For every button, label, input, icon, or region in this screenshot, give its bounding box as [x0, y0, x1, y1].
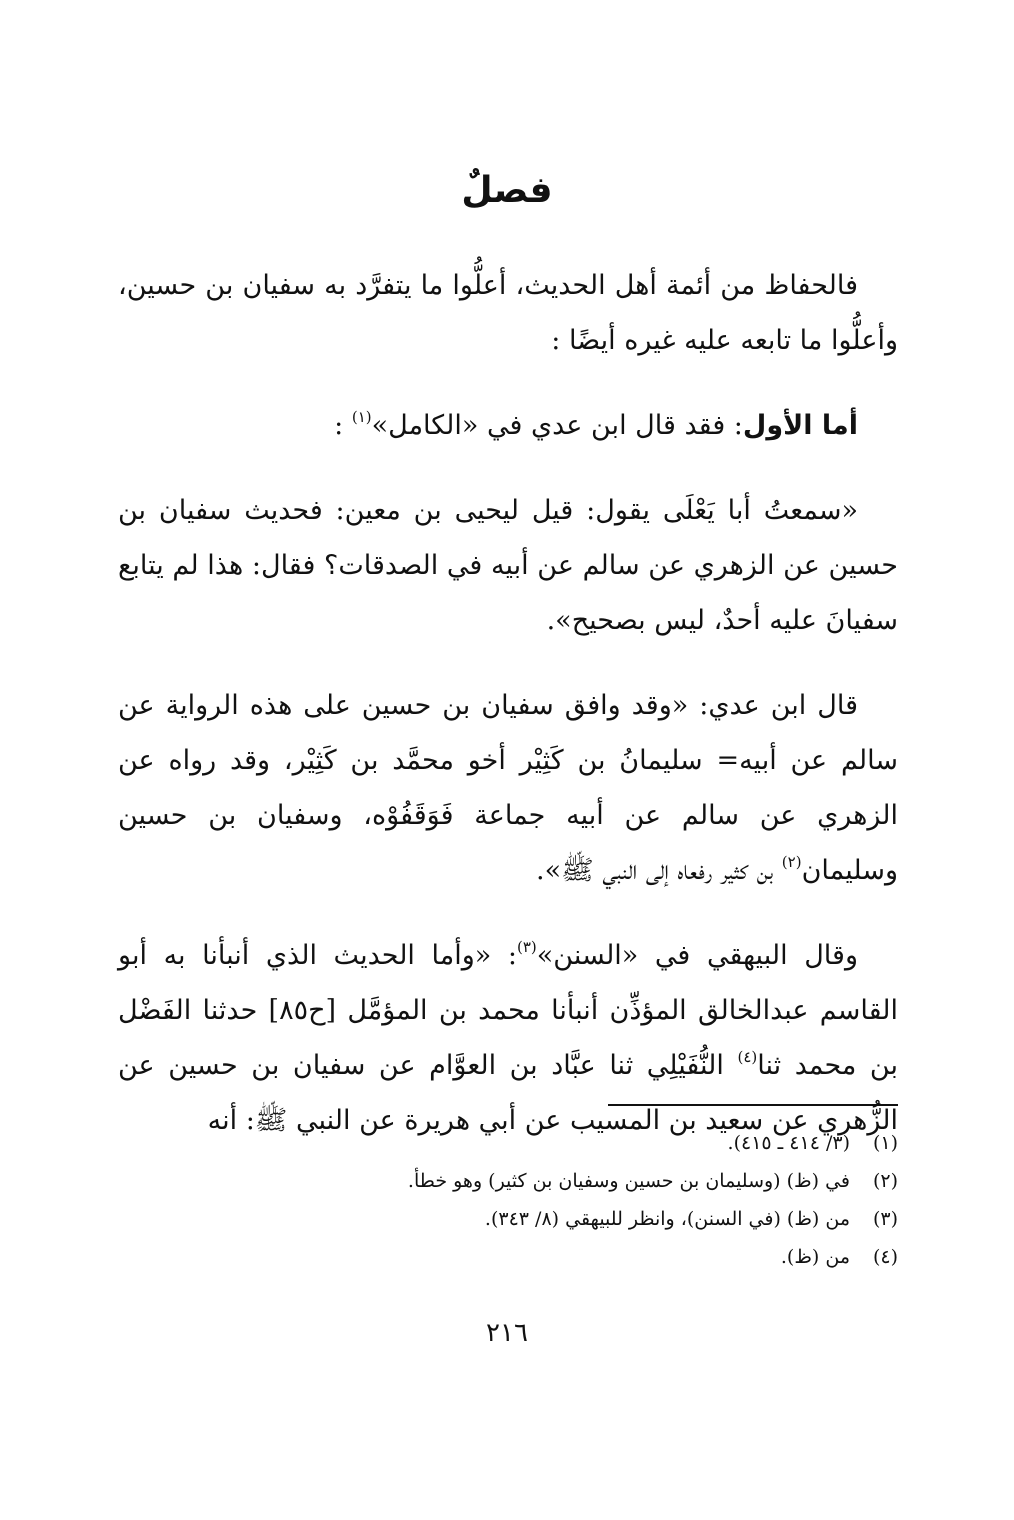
footnote-number: (٤)	[872, 1246, 898, 1268]
footnote-text: في (ظ) (وسليمان بن حسين وسفيان بن كثير) وهو خطأ.	[407, 1170, 850, 1192]
footnote-separator	[608, 1104, 898, 1106]
main-text	[118, 258, 898, 1178]
footnote-number: (٢)	[872, 1170, 898, 1192]
paragraph-4-text: قال ابن عدي: «وقد وافق سفيان بن حسين على هذه الرواية عن سالم عن أبيه= سليمانُ بن كَثِيْر أخو محمَّد بن كَثِيْر، وقد رواه عن الزهري عن سالم عن أبيه جماعة فَوَقَفُوْه، وسفيان بن حسين وسليمان	[118, 690, 898, 886]
paragraph-2-text: : فقد قال ابن عدي في «الكامل»	[371, 410, 743, 441]
footnote-number: (٣)	[872, 1208, 898, 1230]
paragraph-3	[118, 483, 898, 648]
paragraph-5-tail-2: النُّفَيْلِي ثنا عبَّاد بن العوَّام عن سفيان بن حسين عن الزُّهري عن سعيد بن المسيب عن أبي هريرة عن النبي ﷺ: أنه	[118, 1050, 898, 1136]
paragraph-5	[118, 928, 898, 1148]
footnote-ref-1[interactable]: (١)	[351, 408, 372, 426]
paragraph-3-text: «سمعتُ أبا يَعْلَى يقول: قيل ليحيى بن معين: فحديث سفيان بن حسين عن الزهري عن سالم عن أبيه في الصدقات؟ فقال: هذا لم يتابع سفيانَ عليه أحدٌ، ليس بصحيح».	[118, 495, 898, 636]
footnote-text: (٣/ ٤١٤ ـ ٤١٥).	[727, 1132, 850, 1154]
paragraph-2-tail: :	[334, 410, 352, 441]
page-number: ٢١٦	[486, 1318, 528, 1348]
footnote-text: من (ظ) (في السنن)، وانظر للبيهقي (٨/ ٣٤٣).	[484, 1208, 850, 1230]
section-heading: فصلٌ	[461, 170, 553, 211]
footnote-ref-3[interactable]: (٣)	[516, 938, 537, 956]
paragraph-5-tail: : «وأما الحديث الذي أنبأنا به أبو القاسم عبدالخالق المؤذِّن أنبأنا محمد بن المؤمَّل [ح٨٥] حدثنا الفَضْل بن محمد ثنا	[118, 940, 898, 1081]
footnotes	[118, 1124, 898, 1276]
paragraph-4-tail: بن كثير رفعاه إلى النبي ﷺ».	[536, 855, 782, 886]
paragraph-1	[118, 258, 898, 368]
footnote-ref-2[interactable]: (٢)	[781, 853, 802, 871]
footnote-text: من (ظ).	[780, 1246, 850, 1268]
paragraph-2-lead: أما الأول	[742, 410, 858, 441]
footnote-number: (١)	[872, 1132, 898, 1154]
paragraph-2	[118, 398, 898, 453]
footnote-3	[118, 1200, 898, 1238]
footnote-1	[118, 1124, 898, 1162]
footnote-2	[118, 1162, 898, 1200]
paragraph-4	[118, 678, 898, 898]
paragraph-5-text: وقال البيهقي في «السنن»	[536, 940, 858, 971]
footnote-4	[118, 1238, 898, 1276]
footnote-ref-4[interactable]: (٤)	[737, 1048, 758, 1066]
paragraph-1-text: فالحفاظ من أئمة أهل الحديث، أعلُّوا ما يتفرَّد به سفيان بن حسين، وأعلُّوا ما تابعه عليه غيره أيضًا :	[118, 270, 898, 356]
